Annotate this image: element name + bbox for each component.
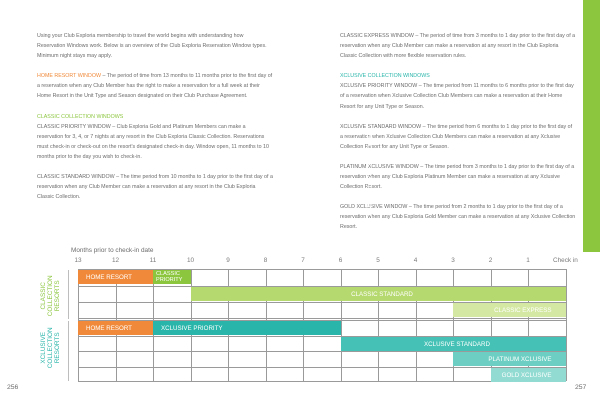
xclusive-priority-heading: XCLUSIVE PRIORITY WINDOW [340, 83, 418, 90]
classic-express-body: – The period of time from 3 months to 1 day prior to the first day of a reservation when any Club Member can make a reservation at any resort in the Club Exploria Classic Collection with more flexible reservation rules. [340, 33, 576, 60]
left-text-column [37, 31, 273, 212]
classic-standard-paragraph [37, 172, 273, 202]
tick-label-13: 13 [74, 257, 82, 264]
classic-priority-paragraph [37, 112, 273, 162]
right-text-column [340, 31, 576, 243]
gold-xclusive-heading: GOLD XCLUSIVE WINDOW [340, 204, 408, 211]
group-divider-classic [68, 270, 69, 319]
intro-paragraph: Using your Club Exploria membership to travel the world begins with understanding how Reservation Windows work. Below is an overview of the Club Exploria Reservation Window types. Minimum night stays may apply. [37, 33, 267, 60]
platinum-xclusive-paragraph [340, 162, 576, 192]
gold-xclusive-paragraph [340, 202, 576, 232]
classic-express-paragraph [340, 31, 576, 61]
tick-label-3: 3 [451, 257, 455, 264]
section-side-tab-label: WHEN TO USE YOUR EXPLORE [365, 132, 374, 262]
timeline-bar-platinum-xclusive: PLATINUM XCLUSIVE [453, 352, 566, 366]
tick-label-9: 9 [226, 257, 230, 264]
group-label-classic: CLASSIC COLLECTION RESORTS [40, 275, 62, 317]
timeline-bar-home-resort: HOME RESORT [78, 270, 153, 284]
timeline-axis-title: Months prior to check-in date [71, 247, 154, 254]
classic-standard-heading: CLASSIC STANDARD WINDOW [37, 174, 115, 181]
platinum-xclusive-body: – The time period from 3 months to 1 day prior to the first day of a reservation when any Club Exploria Platinum Member can make a reservation at any Xclusive Collection Resort. [340, 163, 575, 191]
tick-label-5: 5 [376, 257, 380, 264]
group-divider-xclusive [68, 321, 69, 381]
timeline-bar-classic-express: CLASSIC EXPRESS [453, 303, 566, 317]
gold-xclusive-body: – The time period from 2 months to 1 day prior to the first day of a reservation when any Club Exploria Gold Member can make a reservation at any Xclusive Collection Resort. [340, 204, 576, 231]
home-resort-body: – The period of time from 13 months to 11 months prior to the first day of a reservation when any Club Member has the right to make a reservation for a full week at their Home Resort in the Unit Type and Season designated on their Club Purchase Agreement. [37, 73, 273, 100]
tick-label-11: 11 [149, 257, 157, 264]
tick-label-6: 6 [338, 257, 343, 264]
xclusive-priority-body: – The time period from 11 months to 6 months prior to the first day of a reservation when Xclusive Collection Club Members can make a reservation at their Home Resort for any Unit Type or Season. [340, 83, 574, 110]
tick-label-4: 4 [413, 257, 418, 264]
page-number-right: 257 [575, 384, 587, 391]
tick-label-1: 1 [526, 257, 530, 264]
classic-express-heading: CLASSIC EXPRESS WINDOW [340, 33, 414, 39]
xclusive-standard-heading: XCLUSIVE STANDARD WINDOW [340, 123, 422, 130]
tick-label-check-in: Check in [553, 257, 578, 264]
classic-priority-heading: CLASSIC PRIORITY WINDOW [37, 123, 111, 130]
reservation-window-timeline [78, 269, 566, 381]
home-resort-heading: HOME RESORT WINDOW [37, 73, 101, 80]
page-number-left: 256 [7, 384, 19, 391]
xclusive-standard-paragraph [340, 122, 576, 152]
tick-label-8: 8 [263, 257, 268, 264]
timeline-bar-gold-xclusive: GOLD XCLUSIVE [491, 368, 566, 382]
timeline-bar-classic-standard: CLASSIC STANDARD [191, 287, 566, 301]
classic-collection-heading: CLASSIC COLLECTION WINDOWS [37, 113, 124, 120]
xclusive-priority-paragraph [340, 71, 576, 111]
xclusive-standard-body: – The time period from 6 months to 1 day prior to the first day of a reservation when Xclusive Collection Club Members can make a reservation at any Xclusive Collection Resort for any Unit Type or Season. [340, 123, 573, 150]
timeline-bar-xclusive-standard: XCLUSIVE STANDARD [341, 337, 566, 351]
tick-label-2: 2 [488, 257, 493, 264]
xclusive-collection-heading: XCLUSIVE COLLECTION WINDOWS [340, 73, 430, 80]
timeline-tick-row [0, 257, 600, 267]
home-resort-paragraph [37, 71, 273, 101]
tick-label-10: 10 [186, 257, 195, 264]
section-side-tab [583, 0, 600, 252]
group-label-xclusive: XCLUSIVE COLLECTION RESORTS [40, 327, 62, 369]
timeline-bar-xclusive-priority: XCLUSIVE PRIORITY [153, 321, 341, 335]
tick-label-12: 12 [111, 257, 120, 264]
platinum-xclusive-heading: PLATINUM XCLUSIVE WINDOW [340, 163, 419, 170]
row-line [78, 318, 566, 319]
timeline-bar-classic-priority: CLASSIC PRIORITY [153, 270, 191, 284]
classic-standard-body: – The time period from 10 months to 1 day prior to the first day of a reservation when any Club Member can make a reservation at any resort in the Club Exploria Classic Collection. [37, 174, 273, 201]
tick-label-7: 7 [301, 257, 305, 264]
classic-priority-body: – Club Exploria Gold and Platinum Members can make a reservation for 3, 4, or 7 nights at any resort in the Club Exploria Classic Collection. Reservations must check-in or check-out on the resort's designated check-in day. Window open, 11 months to 10 months prior to the day you wish to check-in. [37, 123, 269, 160]
timeline-bar-home-resort: HOME RESORT [78, 321, 153, 335]
